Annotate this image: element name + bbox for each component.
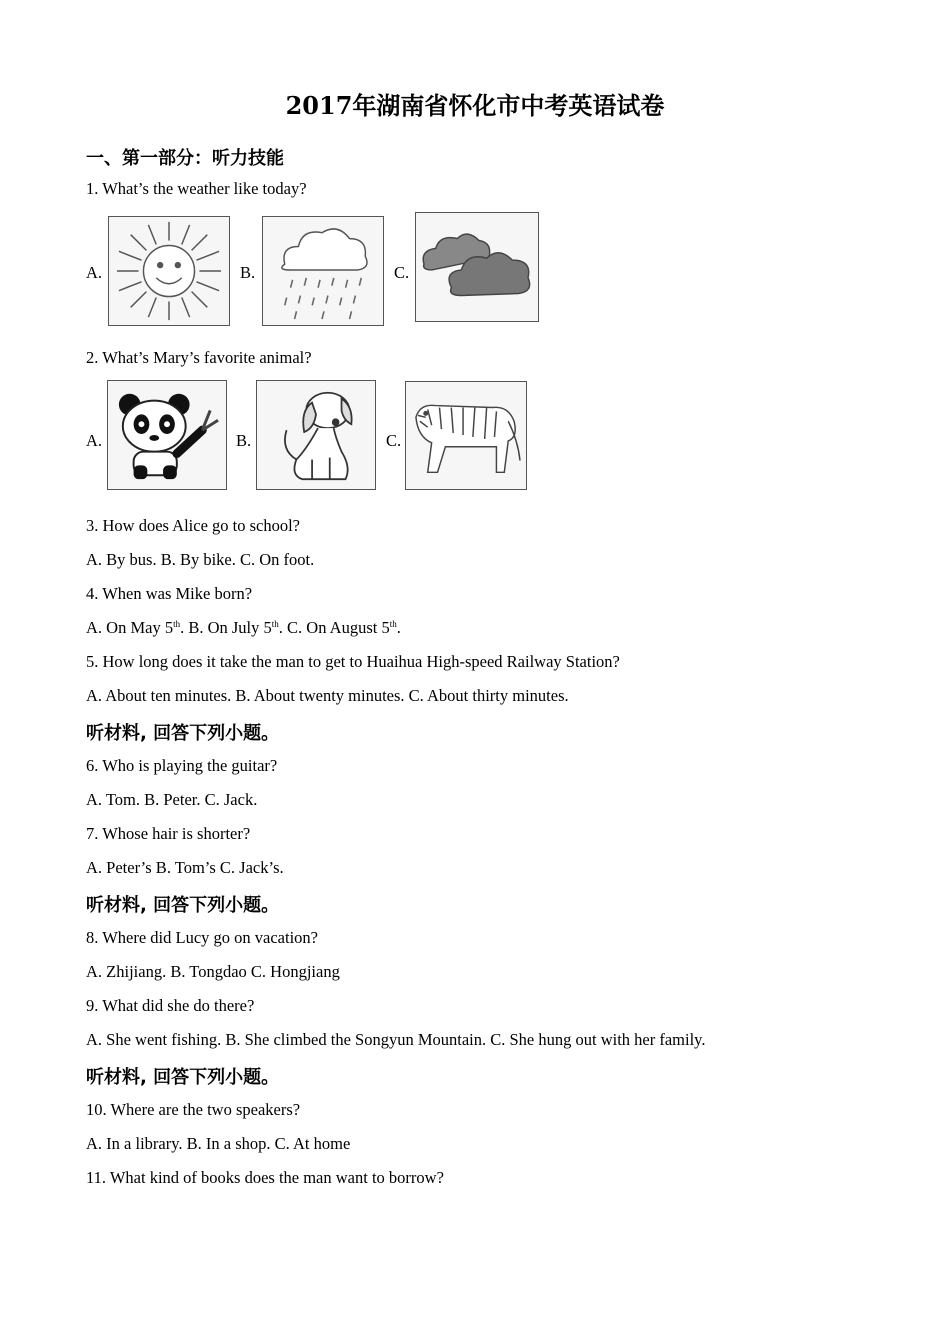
question-6-options: A. Tom. B. Peter. C. Jack. [86,790,258,809]
question-7: 7. Whose hair is shorter? [86,824,251,843]
question-5-options: A. About ten minutes. B. About twenty minutes. C. About thirty minutes. [86,686,569,705]
sun-icon [108,216,230,326]
question-1: 1. What’s the weather like today? [86,179,307,198]
question-8-options: A. Zhijiang. B. Tongdao C. Hongjiang [86,962,340,981]
listening-heading-2: 听材料, 回答下列小题。 [86,895,280,916]
question-10-options: A. In a library. B. In a shop. C. At home [86,1134,351,1153]
question-9-options: A. She went fishing. B. She climbed the Songyun Mountain. C. She hung out with her family. [86,1030,706,1049]
option-b-label: B. [236,431,252,450]
question-3: 3. How does Alice go to school? [86,516,301,535]
tiger-icon [405,381,527,490]
option-c-label: C. [394,263,410,282]
question-6: 6. Who is playing the guitar? [86,756,278,775]
dog-icon [256,380,376,490]
question-5: 5. How long does it take the man to get to Huaihua High-speed Railway Station? [86,652,620,671]
question-7-options: A. Peter’s B. Tom’s C. Jack’s. [86,858,284,877]
option-b-label: B. [240,263,256,282]
listening-heading-3: 听材料, 回答下列小题。 [86,1067,280,1088]
question-11: 11. What kind of books does the man want to borrow? [86,1168,444,1187]
option-c-label: C. [386,431,402,450]
option-a-label: A. [86,263,103,282]
question-9: 9. What did she do there? [86,996,255,1015]
question-2: 2. What’s Mary’s favorite animal? [86,348,312,367]
listening-heading-1: 听材料, 回答下列小题。 [86,723,280,744]
question-3-options: A. By bus. B. By bike. C. On foot. [86,550,315,569]
question-4-options: A. On May 5th. B. On July 5th. C. On August 5th. [86,618,401,637]
panda-icon [107,380,227,490]
option-a-label: A. [86,431,103,450]
question-4: 4. When was Mike born? [86,584,253,603]
question-8: 8. Where did Lucy go on vacation? [86,928,318,947]
section-heading: 一、第一部分：听力技能 [86,148,284,169]
question-10: 10. Where are the two speakers? [86,1100,301,1119]
rain-icon [262,216,384,326]
page-title: 2017年湖南省怀化市中考英语试卷 [285,91,665,120]
cloud-icon [415,212,539,322]
